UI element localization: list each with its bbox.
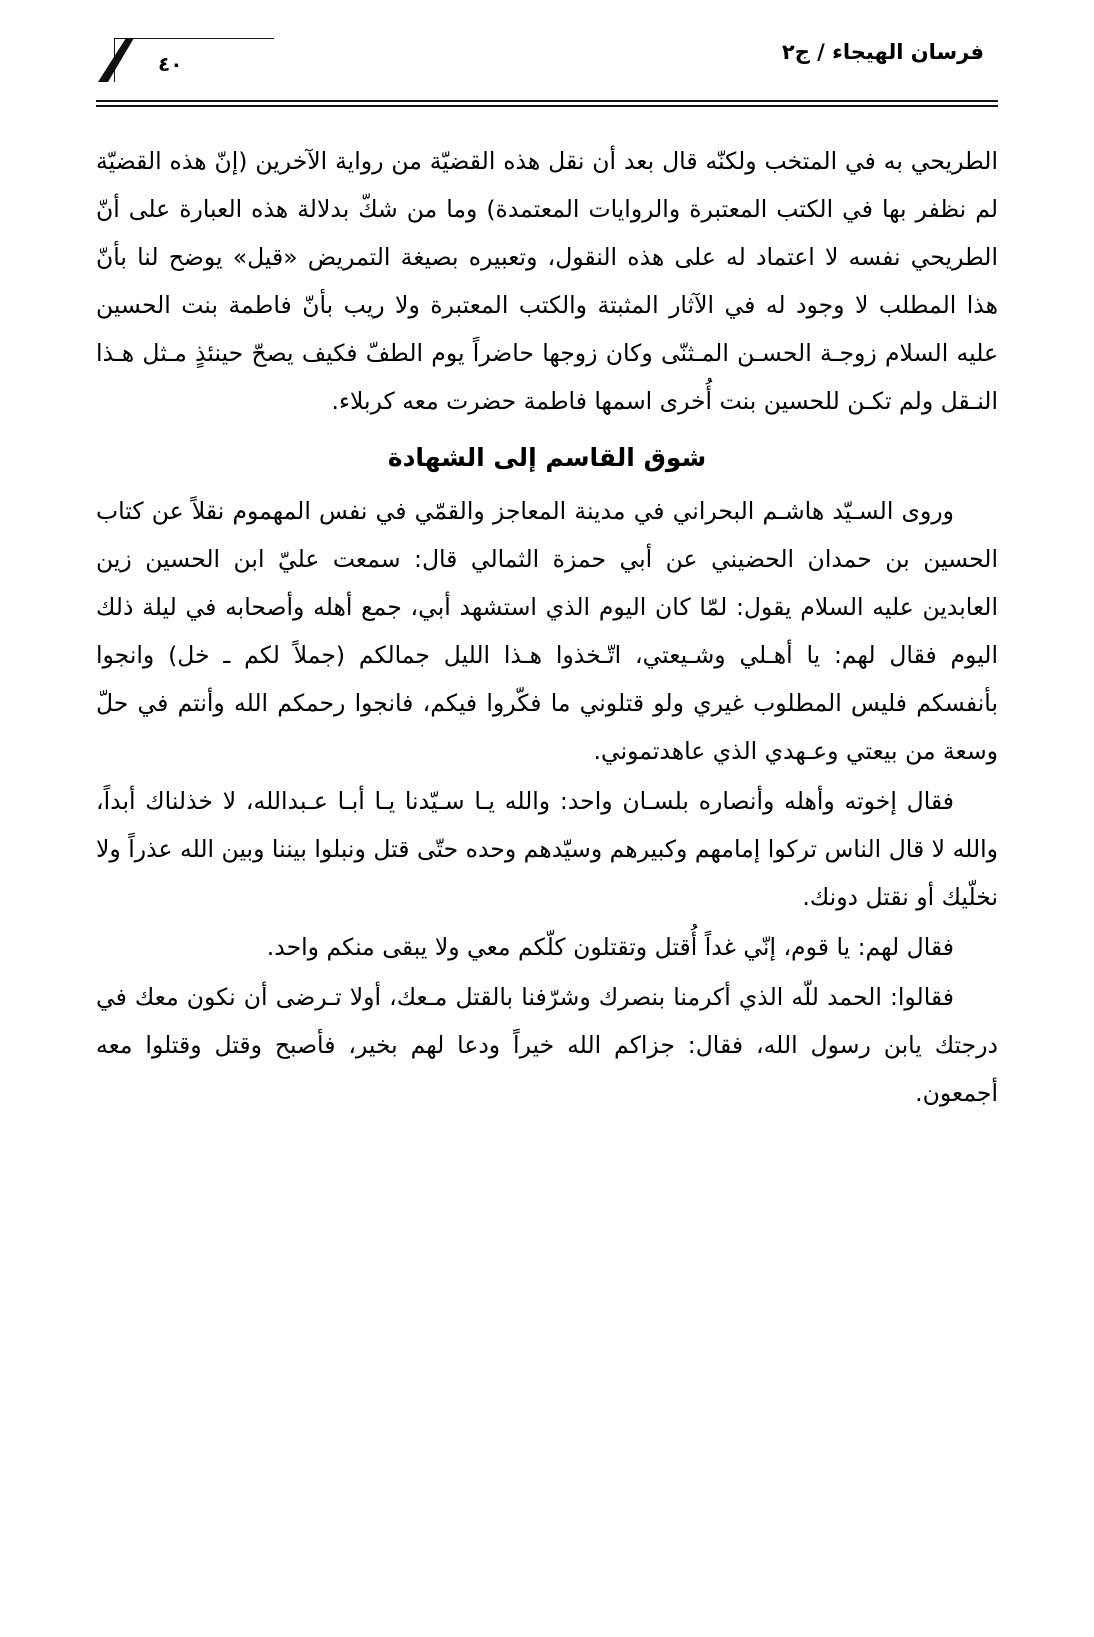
- paragraph: الطريحي به في المتخب ولكنّه قال بعد أن نقل هذه القضيّة من رواية الآخرين (إنّ هذه القضيّة لم نظفر بها في الكتب المعتبرة والروايات المعتمدة) وما من شكّ بدلالة هذه العبارة على أنّ الطريحي نفسه لا اعتماد له على هذه النقول، وتعبيره بصيغة التمريض «قيل» يوضح لنا بأنّ هذا المطلب لا وجود له في الآثار المثبتة والكتب المعتبرة ولا ريب بأنّ فاطمة بنت الحسين عليه السلام زوجـة الحسـن المـثنّى وكان زوجها حاضراً يوم الطفّ فكيف يصحّ حينئذٍ مـثل هـذا النـقل ولم تكـن للحسين بنت أُخرى اسمها فاطمة حضرت معه كربلاء.: [96, 147, 998, 415]
- section-heading: شوق القاسم إلى الشهادة: [387, 443, 707, 472]
- folio-frame: [114, 38, 274, 82]
- paragraph: وروى السـيّد هاشـم البحراني في مدينة المعاجز والقمّي في نفس المهموم نقلاً عن كتاب الحسين بن حمدان الحضيني عن أبي حمزة الثمالي قال: سمعت عليّ ابن الحسين زين العابدين عليه السلام يقول: لمّا كان اليوم الذي استشهد أبي، جمع أهله وأصحابه في ليلة ذلك اليوم فقال لهم: يا أهـلي وشـيعتي، اتّـخذوا هـذا الليل جمالكم (جملاً لكم ـ خل) وانجوا بأنفسكم فليس المطلوب غيري ولو قتلوني ما فكّروا فيكم، فانجوا رحمكم الله وأنتم في حلّ وسعة من بيعتي وعـهدي الذي عاهدتموني.: [96, 497, 998, 765]
- paragraph: فقال إخوته وأهله وأنصاره بلسـان واحد: والله يـا سـيّدنا يـا أبـا عـبدالله، لا خذلناك أبداً، والله لا قال الناس تركوا إمامهم وكبيرهم وسيّدهم وحده حتّى قتل ونبلوا بيننا وبين الله عذراً ولا نخلّيك أو نقتل دونك.: [96, 787, 998, 911]
- page-header: [96, 36, 998, 98]
- page-content: [96, 137, 998, 1117]
- folio-block: [96, 36, 296, 92]
- slash-decoration-icon: [96, 36, 136, 84]
- page-number: ٤٠: [158, 52, 183, 76]
- book-title: فرسان الهيجاء / ج٢: [781, 40, 984, 64]
- paragraph: فقالوا: الحمد للّه الذي أكرمنا بنصرك وشرّفنا بالقتل مـعك، أولا تـرضى أن نكون معك في درجتك يابن رسول الله، فقال: جزاكم الله خيراً ودعا لهم بخير، فأصبح وقتل وقتلوا معه أجمعون.: [96, 983, 998, 1107]
- paragraph: فقال لهم: يا قوم، إنّي غداً أُقتل وتقتلون كلّكم معي ولا يبقى منكم واحد.: [266, 933, 954, 961]
- header-divider: [96, 100, 998, 107]
